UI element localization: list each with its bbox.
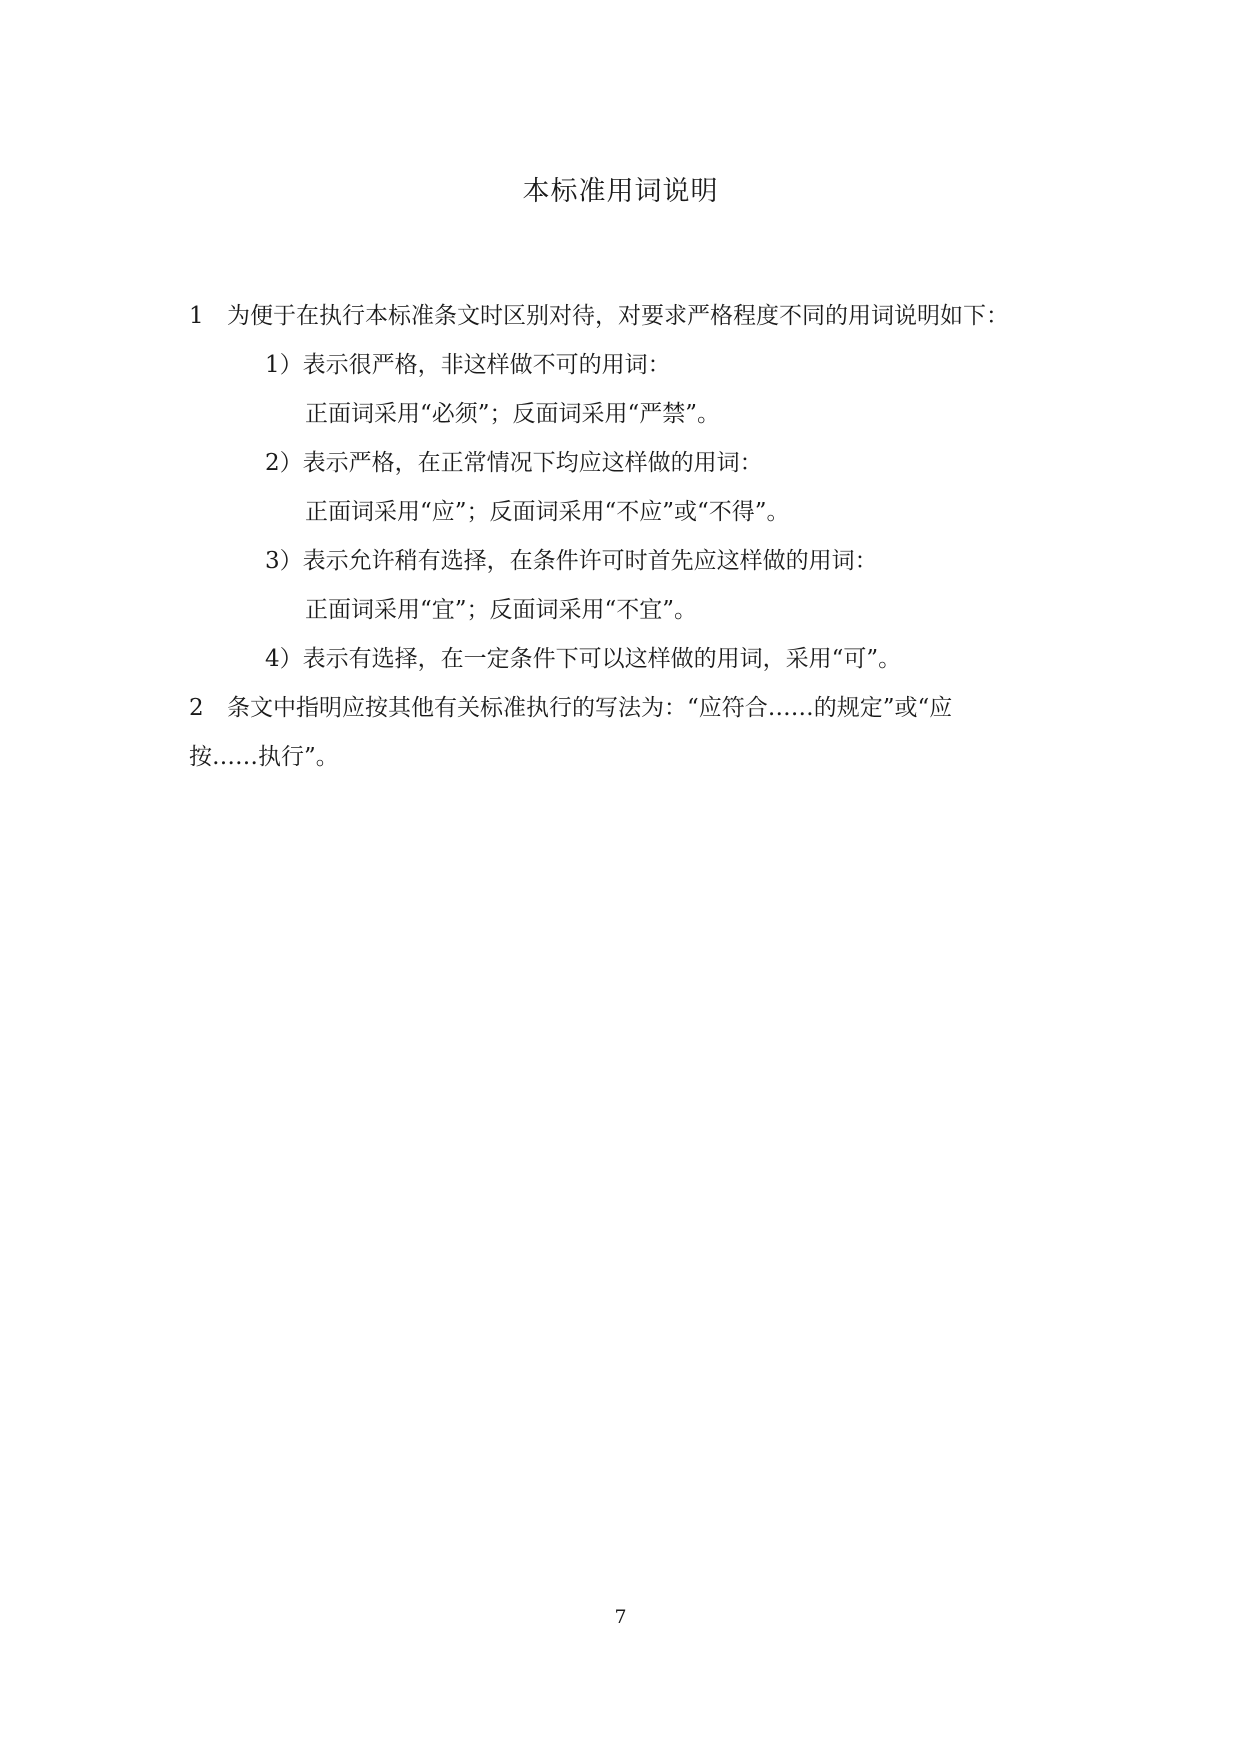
page-title: 本标准用词说明 (522, 176, 719, 207)
clause-1-item-1-detail: 正面词采用“必须”；反面词采用“严禁”。 (305, 401, 721, 427)
clause-1-item-2-detail: 正面词采用“应”；反面词采用“不应”或“不得”。 (305, 499, 790, 525)
page-number: 7 (614, 1606, 627, 1628)
clause-1 (189, 299, 1009, 333)
clause-1-number: 1 (189, 303, 204, 329)
clause-1-item-3-detail: 正面词采用“宜”；反面词采用“不宜”。 (305, 597, 698, 623)
clause-1-item-3-lead: 3）表示允许稍有选择，在条件许可时首先应这样做的用词： (265, 548, 878, 574)
clause-2-line-1: 条文中指明应按其他有关标准执行的写法为：“应符合……的规定”或“应 (227, 695, 953, 721)
clause-1-item-1-lead: 1）表示很严格，非这样做不可的用词： (265, 352, 671, 378)
clause-2-line-2: 按……执行”。 (189, 744, 339, 770)
clause-1-item-4-lead: 4）表示有选择，在一定条件下可以这样做的用词，采用“可”。 (265, 646, 902, 672)
clause-1-item-2-lead: 2）表示严格，在正常情况下均应这样做的用词： (265, 450, 763, 476)
clause-2 (189, 691, 952, 725)
clause-1-text: 为便于在执行本标准条文时区别对待，对要求严格程度不同的用词说明如下： (227, 303, 1009, 329)
clause-2-number: 2 (189, 695, 204, 721)
